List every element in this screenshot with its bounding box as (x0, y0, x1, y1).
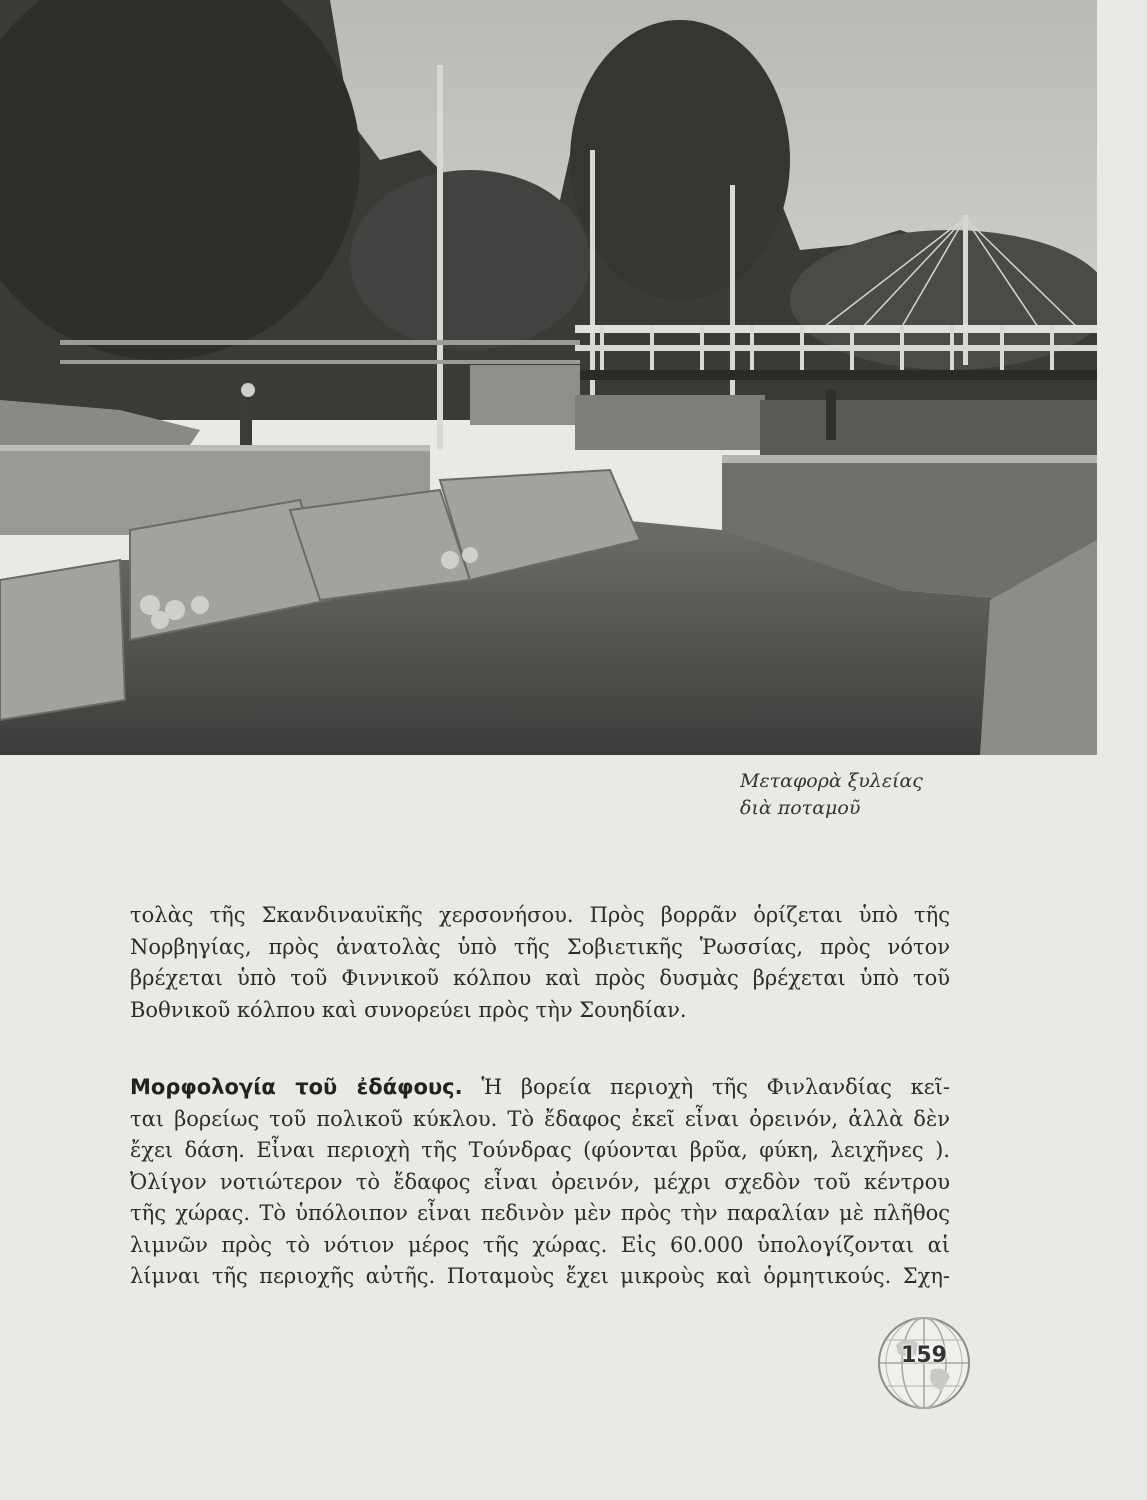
page-number: 159 (901, 1343, 947, 1368)
text-line: λίμναι τῆς περιοχῆς αὐτῆς. Ποταμοὺς ἔχει μικροὺς καὶ ὁρμητικούς. Σχη- (130, 1264, 950, 1288)
paragraph-morphology (130, 1072, 950, 1293)
photo-caption (740, 768, 940, 822)
text-line: Ὀλίγον νοτιώτερον τὸ ἔδαφος εἶναι ὀρεινόν, μέχρι σχεδὸν τοῦ κέντρου (130, 1169, 950, 1194)
text-line: λιμνῶν πρὸς τὸ νότιον μέρος τῆς χώρας. Εἰς 60.000 ὑπολογίζονται αἱ (130, 1232, 950, 1257)
text-run: Ἡ βορεία περιοχὴ τῆς Φινλανδίας κεῖ- (481, 1075, 950, 1099)
text-line: τολὰς τῆς Σκανδιναυϊκῆς χερσονήσου. Πρὸς βορρᾶν ὁρίζεται ὑπὸ τῆς (130, 903, 950, 927)
text-line: βρέχεται ὑπὸ τοῦ Φιννικοῦ κόλπου καὶ πρὸς δυσμὰς βρέχεται ὑπὸ τοῦ (130, 966, 950, 990)
text-line: Νορβηγίας, πρὸς ἀνατολὰς ὑπὸ τῆς Σοβιετικῆς Ῥωσσίας, πρὸς νότον (130, 934, 950, 959)
caption-line-2: διὰ ποταμοῦ (740, 797, 861, 819)
text-line: τῆς χώρας. Τὸ ὑπόλοιπον εἶναι πεδινὸν μὲν πρὸς τὴν παραλίαν μὲ πλῆθος (130, 1201, 950, 1225)
text-line: Βοθνικοῦ κόλπου καὶ συνορεύει πρὸς τὴν Σουηδίαν. (130, 997, 687, 1022)
page-number-badge (876, 1315, 972, 1411)
text-line-first (130, 1072, 950, 1104)
river-timber-photo (0, 0, 1097, 755)
text-line: ται βορείως τοῦ πολικοῦ κύκλου. Τὸ ἔδαφος ἐκεῖ εἶναι ὀρεινόν, ἀλλὰ δὲν (130, 1106, 950, 1131)
section-heading: Μορφολογία τοῦ ἐδάφους. (130, 1075, 463, 1099)
text-line: ἔχει δάση. Εἶναι περιοχὴ τῆς Τούνδρας (φύονται βρῦα, φύκη, λειχῆνες ). (130, 1138, 950, 1162)
caption-line-1: Μεταφορὰ ξυλείας (740, 770, 923, 792)
paragraph-borders (130, 900, 950, 1026)
